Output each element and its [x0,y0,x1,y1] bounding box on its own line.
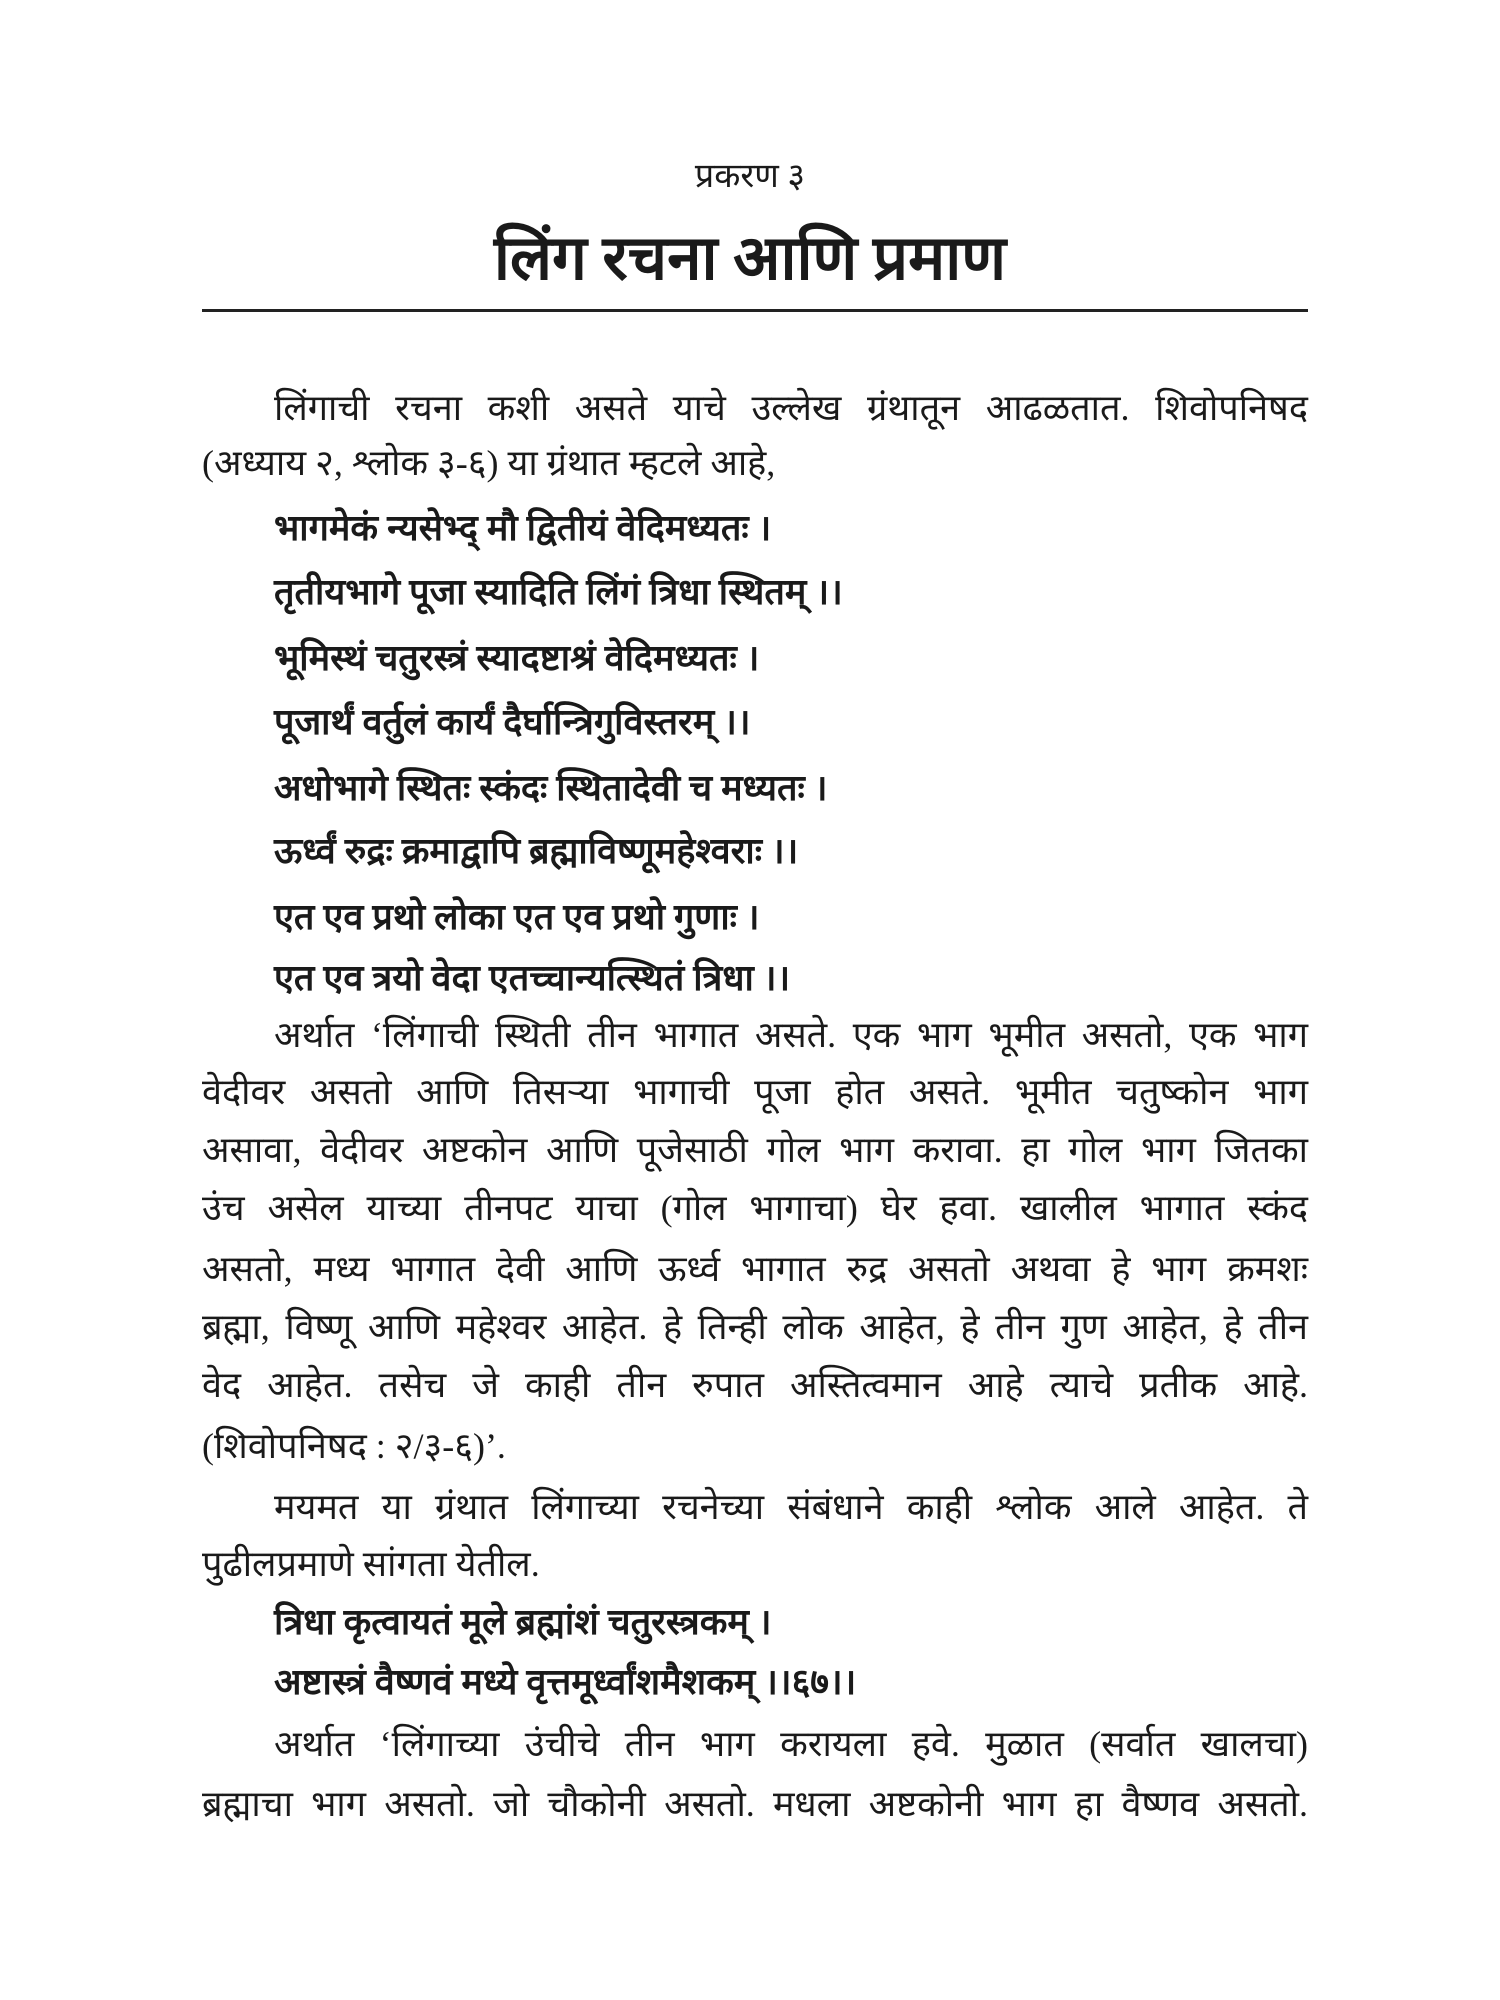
verse-line: भूमिस्थं चतुरस्त्रं स्यादष्टाश्रं वेदिमध्यतः । [274,638,760,678]
verse-line: अधोभागे स्थितः स्कंदः स्थितादेवी च मध्यतः । [274,768,828,808]
text-line: (शिवोपनिषद : २/३-६)’. [202,1426,506,1466]
text-line: वेद आहेत. तसेच जे काही तीन रुपात अस्तित्वमान आहे त्याचे प्रतीक आहे. [202,1365,1308,1405]
text-line: पुढीलप्रमाणे सांगता येतील. [202,1544,540,1584]
text-line: अर्थात ‘लिंगाच्या उंचीचे तीन भाग करायला हवे. मुळात (सर्वात खालचा) [274,1724,1308,1764]
chapter-label: प्रकरण ३ [694,158,806,195]
text-line: असतो, मध्य भागात देवी आणि ऊर्ध्व भागात रुद्र असतो अथवा हे भाग क्रमशः [202,1249,1308,1289]
text-line: वेदीवर असतो आणि तिसऱ्या भागाची पूजा होत असते. भूमीत चतुष्कोन भाग [202,1072,1308,1112]
verse-line: अष्टास्त्रं वैष्णवं मध्ये वृत्तमूर्ध्वांशमैशकम् ।।६७।। [274,1662,857,1702]
title-divider [202,309,1308,312]
page-title: लिंग रचना आणि प्रमाण [493,225,1007,293]
text-line: अर्थात ‘लिंगाची स्थिती तीन भागात असते. एक भाग भूमीत असतो, एक भाग [274,1015,1308,1055]
text-line: (अध्याय २, श्लोक ३-६) या ग्रंथात म्हटले आहे, [202,443,776,483]
verse-line: एत एव त्रयो वेदा एतच्चान्यत्स्थितं त्रिधा ।। [274,958,791,998]
text-line: मयमत या ग्रंथात लिंगाच्या रचनेच्या संबंधाने काही श्लोक आले आहेत. ते [274,1487,1308,1527]
verse-line: त्रिधा कृत्वायतं मूले ब्रह्मांशं चतुरस्त्रकम् । [274,1602,772,1642]
verse-line: भागमेकं न्यसेभ्द् मौ द्वितीयं वेदिमध्यतः । [274,508,772,548]
verse-line: ऊर्ध्वं रुद्रः क्रमाद्वापि ब्रह्माविष्णूमहेश्वराः ।। [274,831,799,871]
text-line: ब्रह्मा, विष्णू आणि महेश्वर आहेत. हे तिन्ही लोक आहेत, हे तीन गुण आहेत, हे तीन [202,1307,1308,1347]
text-line: उंच असेल याच्या तीनपट याचा (गोल भागाचा) घेर हवा. खालील भागात स्कंद [202,1188,1308,1228]
verse-line: पूजार्थं वर्तुलं कार्यं दैर्घान्त्रिगुविस्तरम् ।। [274,702,751,742]
text-line: लिंगाची रचना कशी असते याचे उल्लेख ग्रंथातून आढळतात. शिवोपनिषद [274,388,1308,428]
verse-line: एत एव प्रथो लोका एत एव प्रथो गुणाः । [274,897,760,937]
text-line: असावा, वेदीवर अष्टकोन आणि पूजेसाठी गोल भाग करावा. हा गोल भाग जितका [202,1130,1308,1170]
text-line: ब्रह्माचा भाग असतो. जो चौकोनी असतो. मधला अष्टकोनी भाग हा वैष्णव असतो. [202,1784,1308,1824]
verse-line: तृतीयभागे पूजा स्यादिति लिंगं त्रिधा स्थितम् ।। [274,572,843,612]
